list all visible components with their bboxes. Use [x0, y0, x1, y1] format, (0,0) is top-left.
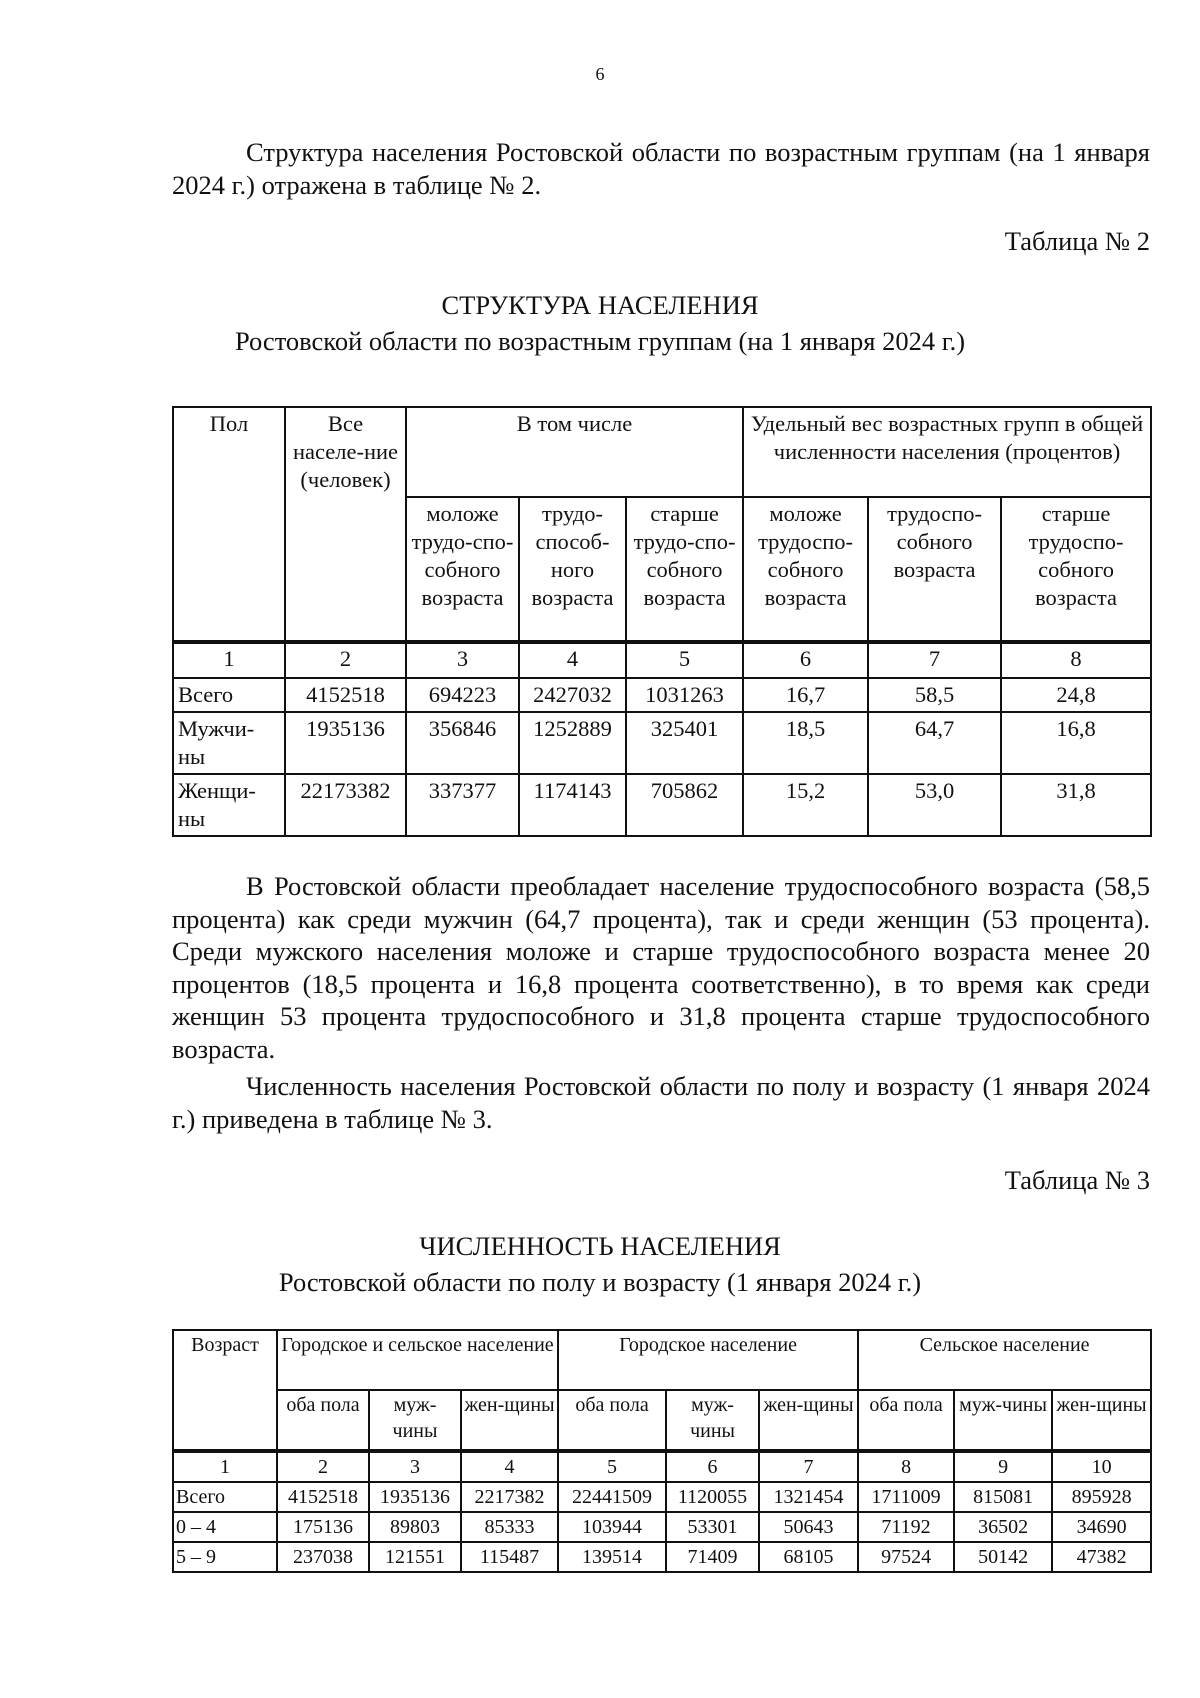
cell: 1935136: [369, 1482, 461, 1512]
table-row: [173, 1512, 1151, 1542]
cell: 22441509: [558, 1482, 666, 1512]
cell: 71409: [666, 1542, 759, 1572]
column-number: 3: [369, 1451, 461, 1482]
cell: 4152518: [277, 1482, 369, 1512]
table2-title-line2: Ростовской области по возрастным группам (на 1 января 2024 г.): [234, 326, 966, 356]
cell: 47382: [1052, 1542, 1151, 1572]
header-pol: Пол: [173, 407, 285, 642]
cell: 16,8: [1001, 712, 1151, 774]
header-zhenshchiny-rural: жен-щины: [1052, 1390, 1151, 1451]
analysis-paragraph: В Ростовской области преобладает население трудоспособного возраста (58,5 процента) как среди мужчин (64,7 процента), так и среди женщин (53 процента). Среди мужского населения моложе и старше трудоспособного возраста менее 20 процентов (18,5 процента и 16,8 процента соответственно), в то время как среди женщин 53 процента трудоспособного и 31,8 процента старше трудоспособного возраста.: [172, 871, 1150, 1064]
column-number: 7: [868, 642, 1001, 678]
cell: 1711009: [858, 1482, 954, 1512]
cell: 103944: [558, 1512, 666, 1542]
cell: 71192: [858, 1512, 954, 1542]
column-numbers-row: [173, 1451, 1151, 1482]
column-number: 8: [1001, 642, 1151, 678]
cell: 175136: [277, 1512, 369, 1542]
cell: 121551: [369, 1542, 461, 1572]
cell: 337377: [406, 774, 519, 836]
column-number: 5: [626, 642, 743, 678]
column-number: 1: [173, 642, 285, 678]
cell: 85333: [461, 1512, 558, 1542]
row-label: 0 – 4: [173, 1512, 277, 1542]
table-row: [173, 712, 1151, 774]
table2-population-structure: [172, 406, 1152, 837]
cell: 89803: [369, 1512, 461, 1542]
cell: 31,8: [1001, 774, 1151, 836]
table3-title-line1: ЧИСЛЕННОСТЬ НАСЕЛЕНИЯ: [419, 1231, 781, 1261]
table-row: [173, 678, 1151, 712]
table3-intro-paragraph: Численность населения Ростовской области по полу и возрасту (1 января 2024 г.) приведена в таблице № 3.: [172, 1071, 1150, 1134]
table3-label: Таблица № 3: [1004, 1165, 1150, 1195]
row-label: Всего: [173, 1482, 277, 1512]
column-number: 4: [519, 642, 626, 678]
table-row: [173, 1482, 1151, 1512]
column-number: 5: [558, 1451, 666, 1482]
row-label: Всего: [173, 678, 285, 712]
cell: 24,8: [1001, 678, 1151, 712]
header-oba-pola-rural: оба пола: [858, 1390, 954, 1451]
cell: 1321454: [759, 1482, 858, 1512]
header-vozrast: Возраст: [173, 1330, 277, 1451]
cell: 16,7: [743, 678, 868, 712]
cell: 115487: [461, 1542, 558, 1572]
header-zhenshchiny: жен-щины: [461, 1390, 558, 1451]
header-trudosp-pct: трудоспо-собного возраста: [868, 497, 1001, 642]
cell: 15,2: [743, 774, 868, 836]
row-label: Женщи-ны: [173, 774, 285, 836]
header-zhenshchiny-urban: жен-щины: [759, 1390, 858, 1451]
header-group-urban: Городское население: [558, 1330, 858, 1390]
row-label: Мужчи-ны: [173, 712, 285, 774]
table2-title-line1: СТРУКТУРА НАСЕЛЕНИЯ: [441, 290, 759, 320]
header-oba-pola-urban: оба пола: [558, 1390, 666, 1451]
cell: 1252889: [519, 712, 626, 774]
header-muzhchiny-urban: муж-чины: [666, 1390, 759, 1451]
cell: 139514: [558, 1542, 666, 1572]
table-row: [173, 774, 1151, 836]
column-number: 6: [743, 642, 868, 678]
header-v-tom-chisle: В том числе: [406, 407, 743, 497]
cell: 356846: [406, 712, 519, 774]
column-number: 6: [666, 1451, 759, 1482]
cell: 53301: [666, 1512, 759, 1542]
column-number: 10: [1052, 1451, 1151, 1482]
cell: 815081: [954, 1482, 1052, 1512]
header-starshe: старше трудо-спо-собного возраста: [626, 497, 743, 642]
cell: 1174143: [519, 774, 626, 836]
header-vse: Все населе-ние (человек): [285, 407, 406, 642]
cell: 53,0: [868, 774, 1001, 836]
header-udelny-ves: Удельный вес возрастных групп в общей численности населения (процентов): [743, 407, 1151, 497]
header-oba-pola: оба пола: [277, 1390, 369, 1451]
column-number: 8: [858, 1451, 954, 1482]
intro-paragraph: Структура населения Ростовской области по возрастным группам (на 1 января 2024 г.) отражена в таблице № 2.: [172, 137, 1150, 200]
cell: 325401: [626, 712, 743, 774]
cell: 64,7: [868, 712, 1001, 774]
header-muzhchiny: муж-чины: [369, 1390, 461, 1451]
cell: 50142: [954, 1542, 1052, 1572]
column-number: 2: [285, 642, 406, 678]
cell: 22173382: [285, 774, 406, 836]
row-label: 5 – 9: [173, 1542, 277, 1572]
cell: 18,5: [743, 712, 868, 774]
table3-population-by-sex-age: [172, 1329, 1152, 1573]
column-number: 3: [406, 642, 519, 678]
cell: 2427032: [519, 678, 626, 712]
table2-label: Таблица № 2: [1004, 226, 1150, 256]
column-number: 9: [954, 1451, 1052, 1482]
cell: 2217382: [461, 1482, 558, 1512]
cell: 50643: [759, 1512, 858, 1542]
column-number: 1: [173, 1451, 277, 1482]
header-molozhe: моложе трудо-спо-собного возраста: [406, 497, 519, 642]
cell: 694223: [406, 678, 519, 712]
header-molozhe-pct: моложе трудоспо-собного возраста: [743, 497, 868, 642]
header-group-rural: Сельское население: [858, 1330, 1151, 1390]
cell: 705862: [626, 774, 743, 836]
cell: 1120055: [666, 1482, 759, 1512]
cell: 36502: [954, 1512, 1052, 1542]
table3-title-line2: Ростовской области по полу и возрасту (1 января 2024 г.): [278, 1267, 922, 1297]
header-group-total: Городское и сельское население: [277, 1330, 558, 1390]
header-trudosp: трудо-способ-ного возраста: [519, 497, 626, 642]
column-numbers-row: [173, 642, 1151, 678]
cell: 97524: [858, 1542, 954, 1572]
cell: 58,5: [868, 678, 1001, 712]
cell: 68105: [759, 1542, 858, 1572]
column-number: 7: [759, 1451, 858, 1482]
cell: 237038: [277, 1542, 369, 1572]
cell: 1031263: [626, 678, 743, 712]
table-row: [173, 1542, 1151, 1572]
cell: 1935136: [285, 712, 406, 774]
page-number: 6: [595, 64, 605, 84]
cell: 4152518: [285, 678, 406, 712]
column-number: 4: [461, 1451, 558, 1482]
cell: 895928: [1052, 1482, 1151, 1512]
cell: 34690: [1052, 1512, 1151, 1542]
header-muzhchiny-rural: муж-чины: [954, 1390, 1052, 1451]
column-number: 2: [277, 1451, 369, 1482]
header-starshe-pct: старше трудоспо-собного возраста: [1001, 497, 1151, 642]
